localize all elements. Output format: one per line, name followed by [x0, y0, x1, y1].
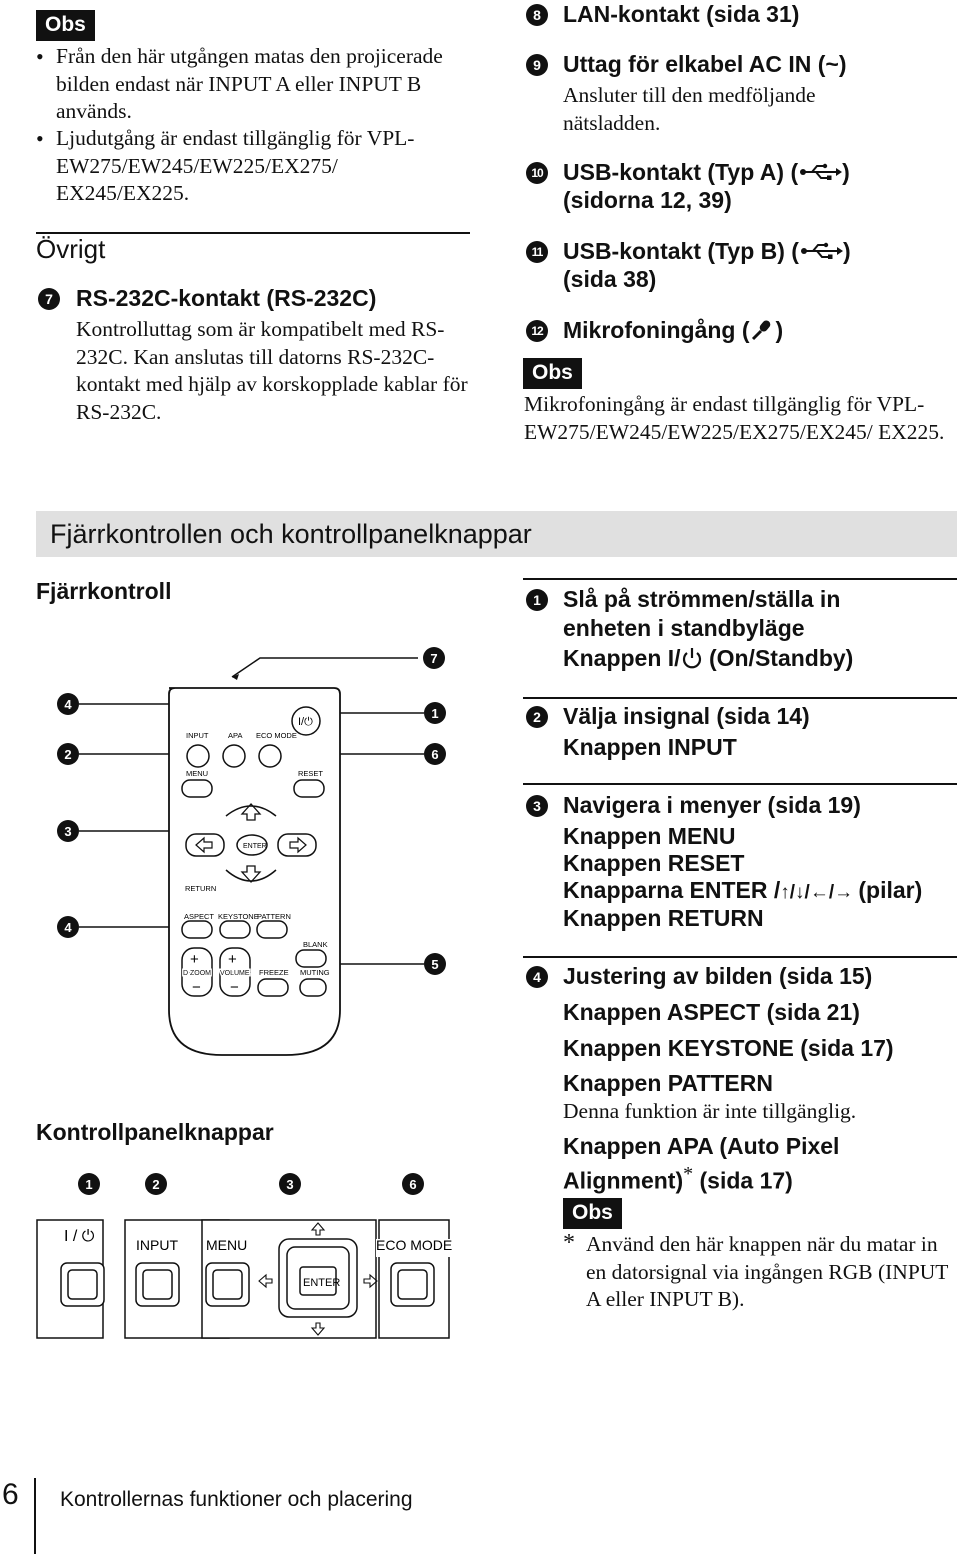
remote-pattern-button[interactable]	[257, 921, 287, 938]
item-body-rs232c: Kontrolluttag som är kompatibelt med RS-232C. Kan anslutas till datorns RS-232C-kontakt med hjälp av korskopplade kablar för RS-232C.	[76, 317, 468, 424]
remote-label-blank: BLANK	[303, 940, 328, 949]
footnote-marker: *	[683, 1163, 694, 1185]
callout-4: 4	[526, 966, 548, 988]
obs-label: Obs	[523, 358, 582, 389]
panel-heading: Kontrollpanelknappar	[36, 1119, 274, 1145]
divider	[523, 783, 957, 785]
desc3-enter	[563, 876, 922, 907]
callout-1: 1	[431, 706, 439, 721]
callout-4: 4	[64, 920, 72, 935]
desc4-apa-b: Alignment)	[563, 1167, 684, 1194]
remote-menu-button[interactable]	[182, 780, 212, 797]
item-title-ac-in: Uttag för elkabel AC IN (~)	[563, 51, 847, 77]
usb-a-close: )	[842, 159, 850, 185]
panel-label-power: I / ⏻	[64, 1228, 95, 1245]
section-band	[36, 511, 957, 557]
item-title-mic	[563, 316, 783, 345]
remote-freeze-button[interactable]	[258, 979, 288, 996]
remote-reset-button[interactable]	[294, 780, 324, 797]
callout-2: 2	[152, 1177, 160, 1192]
usb-b-close: )	[842, 238, 851, 264]
desc3-title: Navigera i menyer (sida 19)	[563, 792, 861, 818]
minus-icon: −	[230, 979, 239, 996]
remote-label-keystone: KEYSTONE	[218, 912, 259, 921]
remote-label-dzoom: D ZOOM	[183, 970, 211, 977]
obs-label: Obs	[563, 1198, 622, 1229]
callout-3: 3	[286, 1177, 294, 1192]
item-body-ac-in: Ansluter till den medföljande nätsladden.	[563, 83, 816, 135]
section-title-ovrigt: Övrigt	[36, 234, 106, 264]
callout-5: 5	[431, 957, 439, 972]
desc4-apa-c: (sida 17)	[693, 1167, 793, 1194]
remote-label-freeze: FREEZE	[259, 968, 289, 977]
desc2-title: Välja insignal (sida 14)	[563, 703, 810, 729]
plus-icon: +	[190, 951, 199, 968]
callout-9: 9	[526, 54, 548, 76]
desc4-title: Justering av bilden (sida 15)	[563, 963, 873, 989]
callout-3: 3	[64, 824, 72, 839]
desc2-button: Knappen INPUT	[563, 734, 737, 760]
remote-label-eco: ECO MODE	[256, 731, 297, 740]
remote-label-pattern: PATTERN	[257, 912, 291, 921]
panel-label-enter: ENTER	[303, 1277, 341, 1289]
divider	[523, 578, 957, 580]
plus-icon: +	[228, 951, 237, 968]
note-bullet-2: Ljudutgång är endast tillgänglig för VPL-EW275/EW245/EW225/EX275/ EX245/EX225.	[56, 126, 415, 205]
desc3-menu: Knappen MENU	[563, 823, 736, 849]
minus-icon: −	[192, 979, 201, 996]
usb-b-label: USB-kontakt (Typ B) (	[563, 238, 799, 264]
callout-7: 7	[38, 288, 60, 310]
desc1-line1: Slå på strömmen/ställa in	[563, 586, 841, 612]
panel-label-menu: MENU	[206, 1237, 248, 1253]
desc1-button	[563, 644, 853, 673]
callout-6: 6	[431, 747, 439, 762]
bullet-dot: •	[36, 126, 44, 151]
panel-label-eco: ECO MODE	[376, 1237, 453, 1253]
usb-a-label: USB-kontakt (Typ A) (	[563, 159, 799, 185]
item-pages-usb-b: (sida 38)	[563, 266, 657, 292]
desc1-line2: enheten i standbyläge	[563, 615, 805, 641]
callout-2: 2	[64, 747, 72, 762]
footer-text: Kontrollernas funktioner och placering	[60, 1488, 413, 1511]
callout-4: 4	[64, 697, 72, 712]
callout-8: 8	[526, 4, 548, 26]
desc4-keystone: Knappen KEYSTONE (sida 17)	[563, 1035, 894, 1061]
panel-label-input: INPUT	[136, 1237, 178, 1253]
desc3-return: Knappen RETURN	[563, 905, 764, 931]
remote-left-button[interactable]	[186, 834, 224, 856]
remote-muting-button[interactable]	[300, 979, 326, 996]
desc4-apa-line1: Knappen APA (Auto Pixel	[563, 1133, 840, 1159]
callout-2: 2	[526, 706, 548, 728]
bullet-dot: •	[36, 44, 44, 69]
obs-label: Obs	[36, 10, 95, 41]
callout-1: 1	[526, 589, 548, 611]
callout-6: 6	[409, 1177, 417, 1192]
desc4-aspect: Knappen ASPECT (sida 21)	[563, 999, 860, 1025]
obs-text-mic: Mikrofoningång är endast tillgänglig för VPL-EW275/EW245/EW225/EX275/EX245/ EX225.	[524, 392, 945, 444]
panel-callouts	[78, 1173, 424, 1195]
remote-eco-button[interactable]	[259, 745, 281, 767]
footer-divider	[34, 1478, 36, 1554]
callout-10: 10	[526, 162, 548, 184]
control-panel-diagram	[36, 1165, 466, 1350]
remote-control-diagram	[36, 630, 476, 1080]
desc3-enter-label: Knapparna ENTER /	[563, 877, 781, 903]
remote-label-muting: MUTING	[300, 968, 330, 977]
desc4-pattern: Knappen PATTERN	[563, 1070, 773, 1096]
remote-label-menu: MENU	[186, 769, 209, 778]
power-icon	[681, 647, 703, 669]
mic-close: )	[775, 317, 784, 343]
remote-heading: Fjärrkontroll	[36, 578, 172, 604]
section-band-title: Fjärrkontrollen och kontrollpanelknappar	[50, 519, 532, 549]
item-title-lan: LAN-kontakt (sida 31)	[563, 1, 800, 27]
callout-1: 1	[85, 1177, 93, 1192]
desc3-enter-suffix: (pilar)	[858, 877, 923, 903]
remote-label-apa: APA	[228, 731, 243, 740]
remote-right-button[interactable]	[278, 834, 316, 856]
callout-11: 11	[526, 241, 548, 263]
divider	[523, 956, 957, 958]
arrow-keys-icon: ↑/↓/←/→	[780, 882, 859, 903]
remote-blank-button[interactable]	[296, 950, 326, 967]
callout-3: 3	[526, 795, 548, 817]
remote-aspect-button[interactable]	[182, 921, 212, 938]
remote-label-reset: RESET	[298, 769, 324, 778]
desc4-pattern-note: Denna funktion är inte tillgänglig.	[563, 1099, 857, 1123]
remote-apa-button[interactable]	[223, 745, 245, 767]
desc4-note: Använd den här knappen när du matar in en datorsignal via ingången RGB (INPUT A eller INPUT B).	[586, 1232, 949, 1311]
remote-keystone-button[interactable]	[220, 921, 250, 938]
item-title-usb-b	[563, 237, 851, 266]
desc4-apa-line2	[563, 1160, 793, 1196]
remote-label-aspect: ASPECT	[184, 912, 215, 921]
callout-12: 12	[526, 320, 548, 342]
desc1-btn-b: (On/Standby)	[702, 645, 854, 671]
item-pages-usb-a: (sidorna 12, 39)	[563, 187, 732, 213]
desc3-reset: Knappen RESET	[563, 850, 745, 876]
page-number: 6	[2, 1478, 19, 1511]
divider	[523, 697, 957, 699]
note-bullet-1: Från den här utgången matas den projicerade bilden endast när INPUT A eller INPUT B används.	[56, 44, 443, 123]
item-title-usb-a	[563, 158, 850, 187]
remote-label-enter: ENTER	[243, 843, 267, 850]
desc1-btn-a: Knappen I/	[563, 645, 681, 671]
remote-label-input: INPUT	[186, 731, 209, 740]
remote-label-power: I/⏻	[298, 716, 313, 728]
callout-7: 7	[430, 651, 438, 666]
remote-label-volume: VOLUME	[220, 970, 250, 977]
footnote-star: *	[563, 1230, 575, 1256]
remote-input-button[interactable]	[187, 745, 209, 767]
usb-icon	[799, 241, 843, 261]
microphone-icon	[750, 319, 776, 341]
mic-label: Mikrofoningång (	[563, 317, 750, 343]
remote-label-return: RETURN	[185, 884, 217, 893]
item-title-rs232c: RS-232C-kontakt (RS-232C)	[76, 285, 377, 311]
usb-icon	[798, 162, 842, 182]
